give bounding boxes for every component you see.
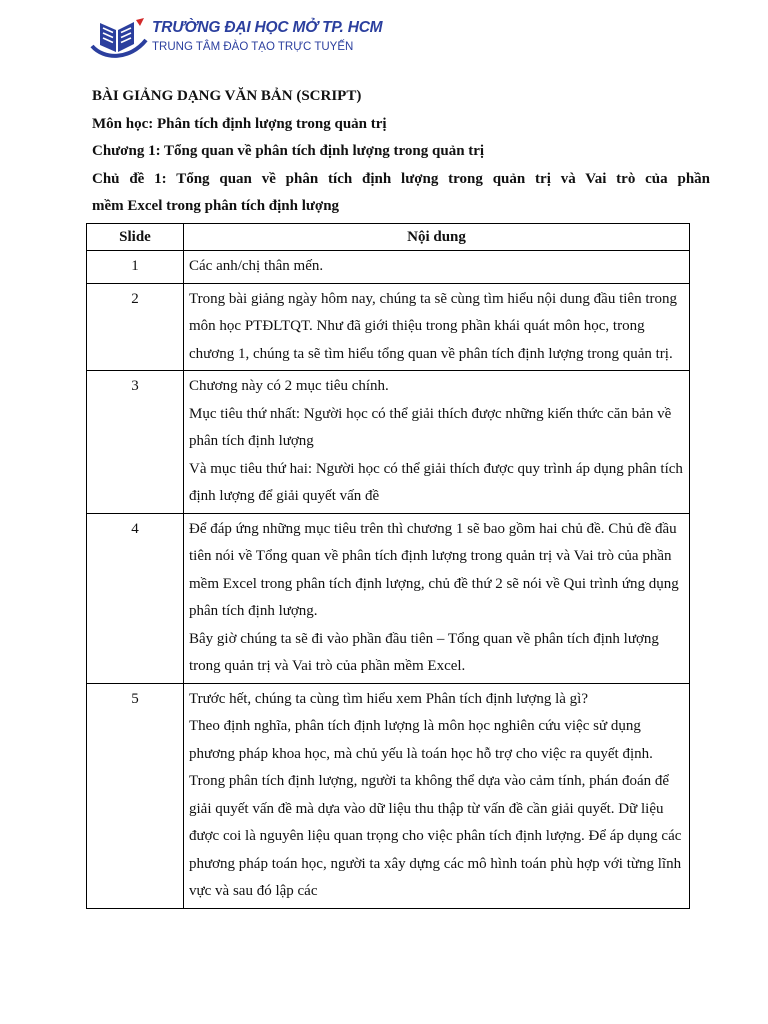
slide-content	[184, 683, 690, 908]
topic-title-line-1: Chủ đề 1: Tổng quan về phân tích định lượng trong quản trị và Vai trò của phần	[92, 170, 710, 187]
table-row	[87, 371, 690, 514]
slide-content	[184, 251, 690, 284]
table-row	[87, 251, 690, 284]
table-row	[87, 283, 690, 371]
logo-center-name: TRUNG TÂM ĐÀO TẠO TRỰC TUYẾN	[152, 41, 354, 53]
table-row	[87, 513, 690, 683]
content-paragraph: Để đáp ứng những mục tiêu trên thì chương 1 sẽ bao gồm hai chủ đề. Chủ đề đầu tiên nói về Tổng quan về phân tích định lượng trong quản trị và Vai trò của phần mềm Excel trong phân tích định lượng, chủ đề thứ 2 sẽ nói về Qui trình ứng dụng phân tích định lượng.	[189, 520, 679, 619]
slide-number: 3	[87, 371, 184, 514]
column-header-content: Nội dung	[184, 224, 690, 251]
content-paragraph: Và mục tiêu thứ hai: Người học có thể giải thích được quy trình áp dụng phân tích định lượng để giải quyết vấn đề	[189, 460, 683, 504]
slide-number: 2	[87, 283, 184, 371]
document-title: BÀI GIẢNG DẠNG VĂN BẢN (SCRIPT)	[92, 88, 362, 104]
content-paragraph: Trong bài giảng ngày hôm nay, chúng ta sẽ cùng tìm hiểu nội dung đầu tiên trong môn học PTĐLTQT. Như đã giới thiệu trong phần khái quát môn học, trong chương 1, chúng ta sẽ tìm hiểu tổng quan về phân tích định lượng trong quản trị.	[189, 290, 677, 362]
open-book-logo-icon	[90, 16, 148, 62]
logo-university-name: TRƯỜNG ĐẠI HỌC MỞ TP. HCM	[152, 19, 383, 36]
table-header-row	[87, 224, 690, 251]
topic-title-line-2: mềm Excel trong phân tích định lượng	[92, 198, 340, 214]
document-header	[92, 83, 710, 221]
content-paragraph: Mục tiêu thứ nhất: Người học có thể giải thích được những kiến thức căn bản về phân tích định lượng	[189, 405, 672, 449]
table-row	[87, 683, 690, 908]
slide-number: 1	[87, 251, 184, 284]
chapter-title: Chương 1: Tổng quan về phân tích định lượng trong quản trị	[92, 143, 485, 159]
slide-content	[184, 371, 690, 514]
slide-content	[184, 513, 690, 683]
slide-number: 5	[87, 683, 184, 908]
slide-content	[184, 283, 690, 371]
content-paragraph: Theo định nghĩa, phân tích định lượng là môn học nghiên cứu việc sử dụng phương pháp khoa học, mà chủ yếu là toán học hỗ trợ cho việc ra quyết định. Trong phân tích định lượng, người ta không thể dựa vào cảm tính, phán đoán để giải quyết vấn đề mà dựa vào dữ liệu thu thập từ vấn đề cần giải quyết. Dữ liệu được coi là nguyên liệu quan trọng cho việc phân tích định lượng. Để áp dụng các phương pháp toán học, người ta xây dựng các mô hình toán phù hợp với từng lĩnh vực và sau đó lập các	[189, 718, 682, 899]
slide-number: 4	[87, 513, 184, 683]
content-paragraph: Bây giờ chúng ta sẽ đi vào phần đầu tiên – Tổng quan về phân tích định lượng trong quản trị và Vai trò của phần mềm Excel.	[189, 630, 659, 674]
content-paragraph: Trước hết, chúng ta cùng tìm hiểu xem Phân tích định lượng là gì?	[189, 690, 589, 707]
university-logo	[90, 14, 383, 64]
script-table	[86, 223, 690, 909]
content-paragraph: Chương này có 2 mục tiêu chính.	[189, 378, 389, 394]
column-header-slide: Slide	[87, 224, 184, 251]
content-paragraph: Các anh/chị thân mến.	[189, 258, 324, 274]
course-name: Môn học: Phân tích định lượng trong quản trị	[92, 115, 387, 132]
